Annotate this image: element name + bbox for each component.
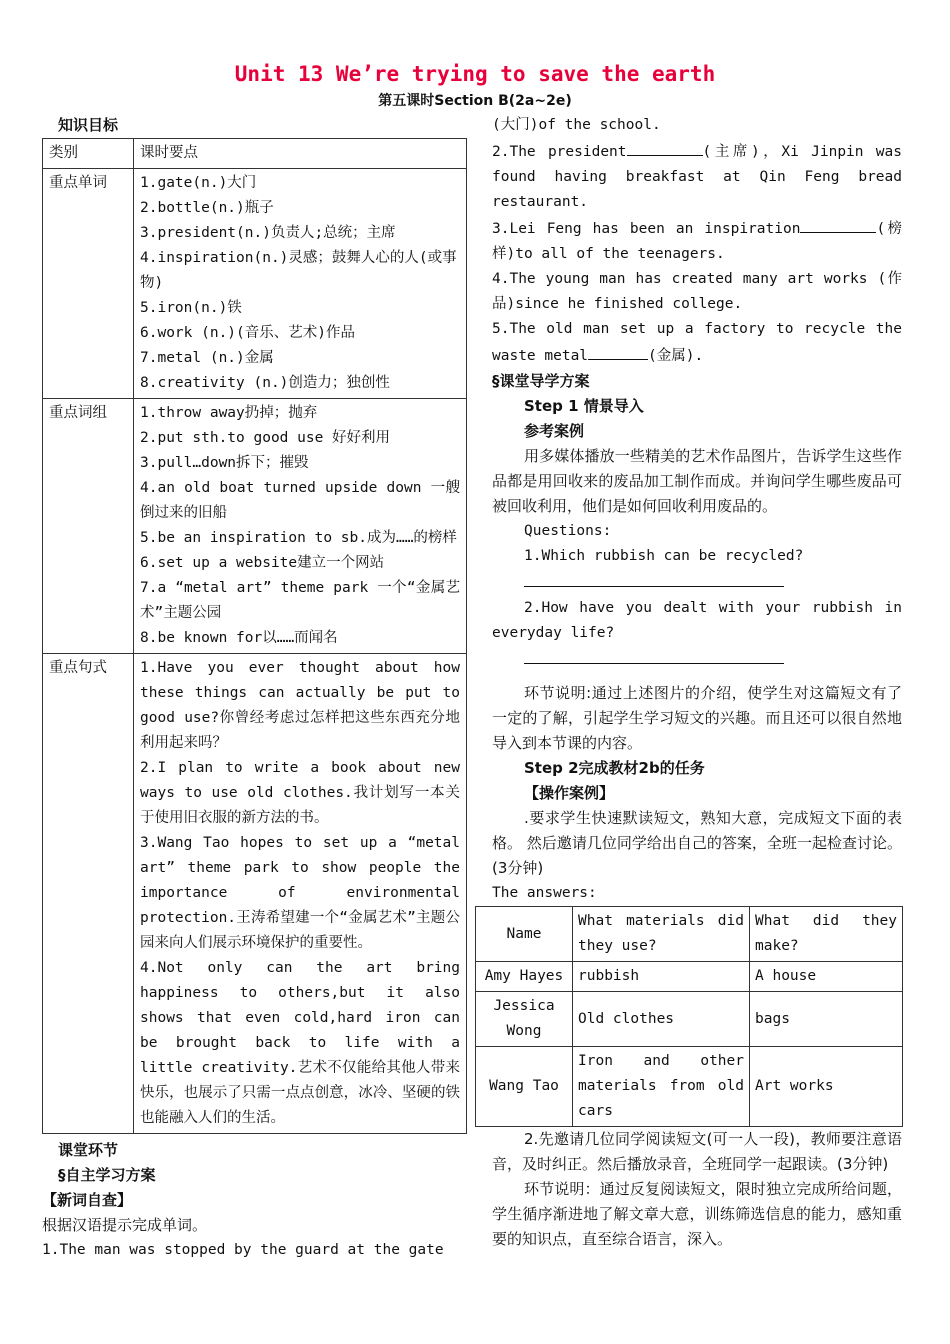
table-row [476,992,903,1047]
instruction-text: 根据汉语提示完成单词。 [42,1216,208,1234]
list-item: 2.bottle(n.)瓶子 [140,200,274,216]
cell-name: Wang Tao [476,1047,573,1127]
list-item: 8.be known for以……而闻名 [140,630,338,646]
self-study-heading: §自主学习方案 [58,1166,156,1184]
list-item: 6.work (n.)(音乐、艺术)作品 [140,325,355,341]
answer-blank[interactable] [800,215,876,233]
document-title: Unit 13 We’re trying to save the earth [234,62,716,86]
list-item: 2.put sth.to good use 好好利用 [140,430,391,446]
left-column [42,113,467,1263]
list-item: 3.Wang Tao hopes to set up a “metal art” theme park to show people the importance of environmental protection.王涛希望建一个“金属艺术”主题公园来向人们展示环境保护的重要性。 [140,835,460,951]
new-words-heading: 【新词自查】 [42,1191,133,1209]
table-row [43,654,467,1134]
cell-made: bags [750,992,903,1047]
answer-blank[interactable] [524,569,784,587]
header-materials: What materials did they use? [573,907,750,962]
step-2-heading: Step 2完成教材2b的任务 [524,759,705,777]
step-1-paragraph: 用多媒体播放一些精美的艺术作品图片，告诉学生这些作品都是用回收来的废品加工制作而成。并询问学生哪些废品可被回收利用，他们是如何回收利用废品的。 [492,447,902,515]
question-2-text-rest: (主席)，Xi Jinpin was found having breakfast at Qin Feng bread restaurant. [492,144,902,210]
category-cell: 重点句式 [43,654,134,1134]
answer-blank[interactable] [627,138,703,156]
answer-blank[interactable] [588,342,648,360]
header-name: Name [476,907,573,962]
question-2-text: 2.The president [492,144,627,160]
list-item: 7.a “metal art” theme park 一个“金属艺术”主题公园 [140,580,460,621]
answer-blank[interactable] [524,646,784,664]
list-item: 4.inspiration(n.)灵感；鼓舞人心的人(或事物) [140,250,457,291]
answer-line-2[interactable] [492,646,902,673]
points-cell [134,654,467,1134]
knowledge-heading: 知识目标 [58,116,119,134]
list-item: 2.I plan to write a book about new ways to use old clothes.我计划写一本关于使用旧衣服的新方法的书。 [140,760,460,826]
category-cell: 重点单词 [43,169,134,399]
table-row [476,1047,903,1127]
reference-heading: 参考案例 [524,422,585,440]
document-subtitle: 第五课时Section B(2a~2e) [378,93,572,109]
points-cell [134,399,467,654]
question-5-text: 5.The old man set up a factory to recycle the waste metal [492,321,902,364]
header-category: 类别 [43,139,134,169]
note-1: 环节说明:通过上述图片的介绍，使学生对这篇短文有了一定的了解，引起学生学习短文的兴趣。而且还可以很自然地导入到本节课的内容。 [492,684,902,752]
right-column [484,113,903,1252]
list-item: 8.creativity (n.)创造力；独创性 [140,375,390,391]
list-item: 4.an old boat turned upside down 一艘倒过来的旧船 [140,480,460,521]
question-4: 4.The young man has created many art works (作品)since he finished college. [492,271,902,312]
question-2 [492,138,902,215]
list-item: 1.throw away扔掉；抛弃 [140,405,318,421]
list-item: 3.pull…down拆下；摧毁 [140,455,309,471]
list-item: 7.metal (n.)金属 [140,350,274,366]
list-item: 1.Have you ever thought about how these things can actually be put to good use?你曾经考虑过怎样把这些东西充分地利用起来吗？ [140,660,460,751]
answers-table [475,906,903,1127]
list-item: 3.president(n.)负责人;总统；主席 [140,225,396,241]
header-made: What did they make? [750,907,903,962]
cell-made: Art works [750,1047,903,1127]
question-recycled: 1.Which rubbish can be recycled? [524,548,804,564]
list-item: 5.be an inspiration to sb.成为……的榜样 [140,530,457,546]
category-cell: 重点词组 [43,399,134,654]
step-1-heading: Step 1 情景导入 [524,397,644,415]
question-1-end: (大门)of the school. [492,117,661,133]
cell-materials: rubbish [573,962,750,992]
question-rubbish: 2.How have you dealt with your rubbish in everyday life? [492,600,902,641]
question-3-text: 3.Lei Feng has been an inspiration [492,221,801,237]
header-points: 课时要点 [134,139,467,169]
question-5-text-rest: (金属). [648,348,704,364]
points-cell [134,169,467,399]
class-heading: 课堂环节 [58,1141,119,1159]
cell-made: A house [750,962,903,992]
question-3-text-rest: (榜样)to all of the teenagers. [492,221,903,262]
table-row [476,962,903,992]
cell-materials: Old clothes [573,992,750,1047]
table-header-row [43,139,467,169]
cell-name: Amy Hayes [476,962,573,992]
cell-name: Jessica Wong [476,992,573,1047]
question-5 [492,317,902,369]
cell-materials: Iron and other materials from old cars [573,1047,750,1127]
questions-label: Questions: [524,523,612,539]
operation-heading: 【操作案例】 [524,784,615,802]
guide-heading: §课堂导学方案 [492,372,590,390]
list-item: 6.set up a website建立一个网站 [140,555,385,571]
question-1-start: 1.The man was stopped by the guard at the gate [42,1242,444,1258]
table-row [43,399,467,654]
note-2: 环节说明：通过反复阅读短文，限时独立完成所给问题，学生循序渐进地了解文章大意，训练筛选信息的能力，感知重要的知识点，直至综合语言，深入。 [492,1180,902,1248]
question-3 [492,215,902,267]
table-row [43,169,467,399]
knowledge-table [42,138,467,1134]
table-header-row [476,907,903,962]
step-2-paragraph: .要求学生快速默读短文，熟知大意，完成短文下面的表格。 然后邀请几位同学给出自己的答案，全班一起检查讨论。(3分钟) [492,809,902,877]
answers-label: The answers: [492,885,597,901]
list-item: 1.gate(n.)大门 [140,175,257,191]
list-item: 4.Not only can the art bring happiness to others,but it also shows that even cold,hard iron can be brought back to life with a little creativity.艺术不仅能给其他人带来快乐，也展示了只需一点点创意，冰冷、坚硬的铁也能融入人们的生活。 [140,960,460,1126]
answer-line-1[interactable] [492,569,902,596]
list-item: 5.iron(n.)铁 [140,300,242,316]
paragraph-2: 2.先邀请几位同学阅读短文(可一人一段)，教师要注意语音，及时纠正。然后播放录音，全班同学一起跟读。(3分钟) [492,1130,902,1173]
